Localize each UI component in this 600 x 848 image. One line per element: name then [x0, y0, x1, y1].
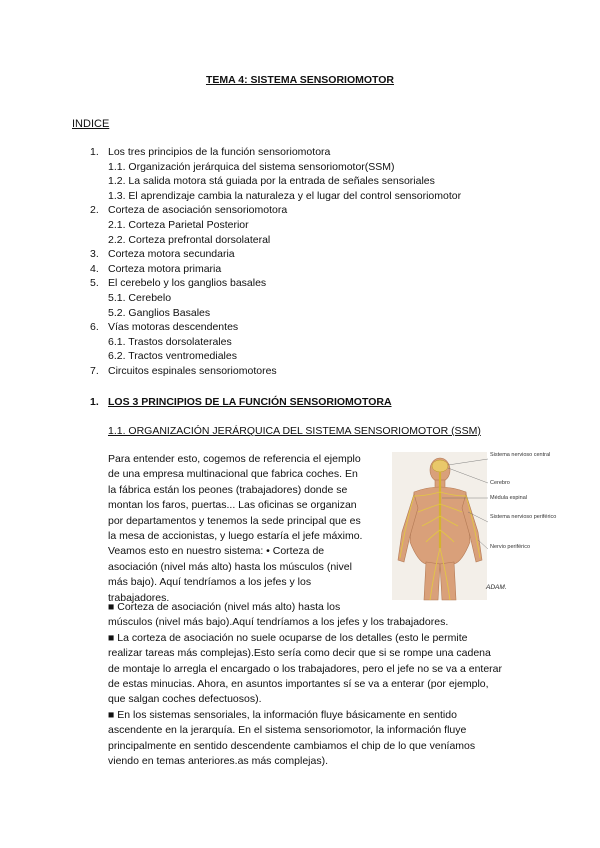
toc-item-text: 6.2. Tractos ventromediales — [108, 350, 237, 363]
text-line: por departamentos y tenemos la sede principal que es — [108, 514, 361, 527]
document-title: TEMA 4: SISTEMA SENSORIOMOTOR — [205, 74, 395, 86]
table-of-contents — [90, 145, 560, 379]
toc-item — [90, 364, 560, 379]
text-line: ■ En los sistemas sensoriales, la información fluye básicamente en sentido — [108, 708, 457, 721]
index-heading: INDICE — [72, 118, 110, 130]
toc-item-number: 3. — [90, 248, 99, 261]
text-line: Para entender esto, cogemos de referencia el ejemplo — [108, 453, 361, 465]
toc-item — [90, 174, 560, 189]
text-line: músculos (nivel más bajo).Aquí tendríamos a los jefes y los trabajadores. — [108, 616, 449, 629]
toc-item-number: 5. — [90, 277, 99, 290]
adam-credit: ADAM. — [486, 584, 507, 591]
text-line: realizar tareas más complejas).Esto sería como decir que si se rompe una cadena — [108, 647, 491, 660]
text-line: Veamos esto en nuestro sistema: • Corteza de — [108, 545, 325, 558]
toc-item-text: 1.1. Organización jerárquica del sistema sensoriomotor(SSM) — [108, 160, 395, 173]
toc-item-text: 6.1. Trastos dorsolaterales — [108, 335, 232, 348]
toc-item-number: 1. — [90, 146, 99, 158]
toc-item — [90, 218, 560, 233]
section-1-number: 1. — [90, 396, 99, 408]
section-1-1-heading: 1.1. ORGANIZACIÓN JERÁRQUICA DEL SISTEMA SENSORIOMOTOR (SSM) — [108, 425, 481, 437]
human-nervous-system-illustration — [392, 452, 522, 602]
toc-item-text: 1.3. El aprendizaje cambia la naturaleza y el lugar del control sensoriomotor — [108, 189, 462, 202]
text-line: la mesa de accionistas, y luego estaría el jefe máximo. — [108, 529, 363, 542]
toc-item — [90, 306, 560, 321]
text-line: ■ La corteza de asociación no suele ocuparse de los detalles (esto le permite — [108, 631, 468, 644]
label-medula: Médula espinal — [490, 495, 527, 501]
toc-item — [90, 247, 560, 262]
label-nervio: Nervio periférico — [490, 544, 531, 550]
toc-item-text: El cerebelo y los ganglios basales — [108, 277, 267, 290]
toc-item — [90, 262, 560, 277]
toc-item-text: Circuitos espinales sensoriomotores — [108, 364, 277, 377]
toc-item — [90, 335, 560, 350]
toc-item — [90, 145, 560, 160]
text-line: montan los faros, puertas... Las oficinas se organizan — [108, 499, 357, 512]
label-cerebro: Cerebro — [490, 480, 510, 486]
toc-item-number: 4. — [90, 262, 99, 275]
text-line: principalmente en sentido descendente cambiamos el chip de lo que veníamos — [108, 739, 476, 752]
text-line: que salgan coches defectuosos). — [108, 693, 262, 706]
toc-item-text: Los tres principios de la función sensoriomotora — [108, 146, 331, 158]
toc-item — [90, 291, 560, 306]
toc-item — [90, 320, 560, 335]
text-line: asociación (nivel más alto) hasta los músculos (nivel — [108, 560, 352, 573]
text-line: trabajadores. — [108, 591, 170, 604]
toc-item — [90, 233, 560, 248]
text-line: ■ Corteza de asociación (nivel más alto) hasta los — [108, 601, 341, 613]
label-snc: Sistema nervioso central — [490, 452, 551, 458]
toc-item — [90, 276, 560, 291]
body-paragraph-bullets — [108, 600, 548, 769]
label-snp: Sistema nervioso periférico — [490, 514, 557, 520]
toc-item — [90, 189, 560, 204]
toc-item-text: 2.2. Corteza prefrontal dorsolateral — [108, 233, 271, 246]
toc-item-text: 2.1. Corteza Parietal Posterior — [108, 218, 249, 231]
toc-item-text: Corteza de asociación sensoriomotora — [108, 204, 288, 217]
nervous-system-figure — [392, 452, 557, 602]
text-line: de estas minucias. Ahora, en asuntos importantes sí se va a enterar (por ejemplo, — [108, 677, 489, 690]
text-line: viendo en temas anteriores.as más complejas). — [108, 754, 329, 767]
toc-item-text: Corteza motora secundaria — [108, 248, 235, 261]
body-paragraph — [108, 452, 380, 606]
toc-item-text: Vías motoras descendentes — [108, 321, 239, 334]
toc-item — [90, 349, 560, 364]
toc-item-number: 7. — [90, 364, 99, 377]
toc-item-text: Corteza motora primaria — [108, 262, 222, 275]
section-1-heading — [90, 396, 392, 408]
text-line: ascendente en la jerarquía. En el sistema sensoriomotor, la información fluye — [108, 724, 467, 737]
toc-item — [90, 203, 560, 218]
toc-item-text: 5.1. Cerebelo — [108, 291, 172, 304]
toc-item-number: 2. — [90, 204, 99, 217]
text-line: la fábrica están los peones (trabajadores) donde se — [108, 483, 348, 496]
toc-item-text: 1.2. La salida motora stá guiada por la entrada de señales sensoriales — [108, 175, 435, 188]
text-line: de una empresa multinacional que fabrica coches. En — [108, 468, 358, 481]
toc-item-number: 6. — [90, 321, 99, 334]
section-1-title: LOS 3 PRINCIPIOS DE LA FUNCIÓN SENSORIOMOTORA — [108, 396, 392, 408]
toc-item-text: 5.2. Ganglios Basales — [108, 306, 211, 319]
toc-item — [90, 160, 560, 175]
text-line: más bajo). Aquí tendríamos a los jefes y los — [108, 576, 312, 589]
text-line: de montaje lo arregla el encargado o los trabajadores, pero el jefe no se va a enterar — [108, 662, 502, 675]
